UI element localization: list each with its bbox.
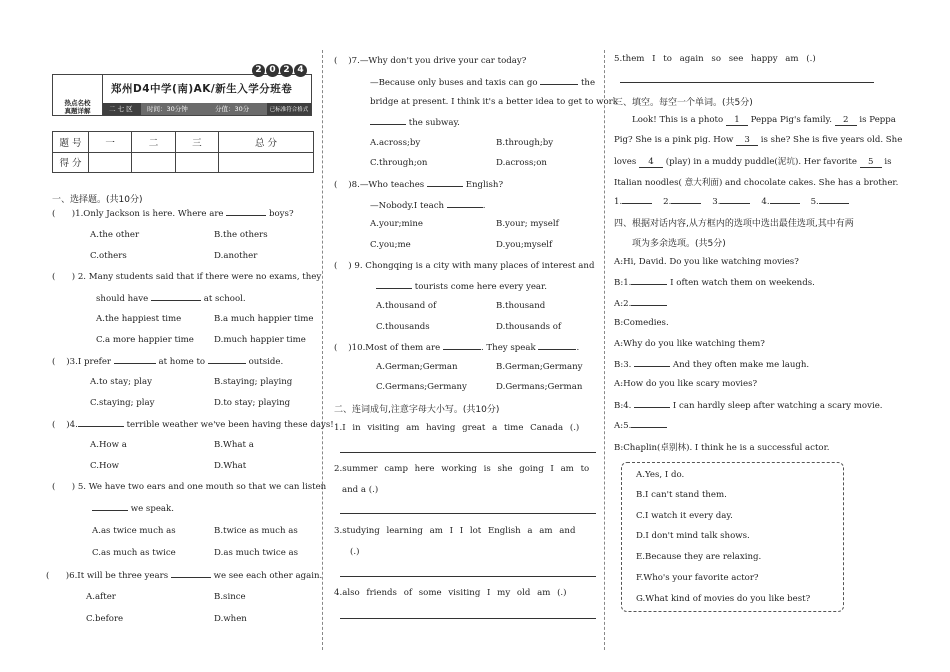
question-2: ( ) 2. Many students said that if there were no exams, they bbox=[52, 272, 322, 282]
q5-stem: ) 5. We have two ears and one mouth so that we can listen bbox=[71, 482, 327, 492]
header-info-band bbox=[103, 103, 311, 115]
cloze-line-3 bbox=[614, 155, 892, 168]
dialogue-blank-5[interactable] bbox=[631, 420, 667, 428]
q7-line2-end: the bbox=[580, 78, 596, 88]
answer-line-2[interactable] bbox=[340, 513, 596, 514]
q7-line4-text: the subway. bbox=[408, 118, 460, 128]
q8-option-b[interactable]: B.your; myself bbox=[496, 219, 559, 229]
sentence-5: 5.them I to again so see happy am (.) bbox=[614, 54, 816, 64]
q8-stem: )8.—Who teaches bbox=[348, 180, 425, 190]
answer-blank-3[interactable] bbox=[720, 196, 750, 204]
cloze-answers bbox=[614, 196, 849, 207]
q9-option-b[interactable]: B.thousand bbox=[496, 301, 546, 311]
section1-title: 一、选择题。(共10分) bbox=[52, 195, 143, 205]
option-g[interactable]: G.What kind of movies do you like best? bbox=[636, 594, 811, 604]
question-10: ( )10.Most of them are . They speak . bbox=[334, 343, 580, 353]
column-divider-left bbox=[322, 50, 323, 650]
q1-blank[interactable] bbox=[226, 208, 266, 216]
q7-option-c[interactable]: C.through;on bbox=[370, 158, 428, 168]
q2-option-d[interactable]: D.much happier time bbox=[214, 335, 306, 345]
q7-line3: bridge at present. I think it's a better idea to get to work bbox=[370, 97, 618, 107]
answer-blank-4[interactable] bbox=[770, 196, 800, 204]
q2-option-a[interactable]: A.the happiest time bbox=[96, 314, 182, 324]
q6-option-a[interactable]: A.after bbox=[86, 592, 116, 602]
q1-stem: )1.Only Jackson is here. Where are bbox=[71, 209, 224, 219]
q3-option-b[interactable]: B.staying; playing bbox=[214, 377, 293, 387]
option-a[interactable]: A.Yes, I do. bbox=[636, 470, 685, 480]
cloze-blank-4[interactable]: 4 bbox=[639, 157, 663, 168]
q7-option-d[interactable]: D.across;on bbox=[496, 158, 547, 168]
q8-line2-text: —Nobody.I teach bbox=[370, 201, 445, 211]
q6-stem-end: we see each other again. bbox=[213, 571, 323, 581]
cloze-line-2 bbox=[614, 135, 902, 146]
q8-option-c[interactable]: C.you;me bbox=[370, 240, 411, 250]
score-table bbox=[52, 131, 314, 173]
section3-title: 三、填空。每空一个单词。(共5分) bbox=[614, 98, 753, 108]
q5-option-a[interactable]: A.as twice much as bbox=[92, 526, 176, 536]
dialogue-8 bbox=[614, 400, 883, 411]
q9-stem: ) 9. Chongqing is a city with many places of interest and bbox=[348, 261, 595, 271]
option-b[interactable]: B.I can't stand them. bbox=[636, 490, 727, 500]
dialogue-blank-4[interactable] bbox=[634, 400, 670, 408]
option-c[interactable]: C.I watch it every day. bbox=[636, 511, 733, 521]
q10-option-d[interactable]: D.Germans;German bbox=[496, 382, 583, 392]
q9-option-a[interactable]: A.thousand of bbox=[376, 301, 437, 311]
score-cell[interactable] bbox=[89, 152, 132, 173]
q3-stem-mid: at home to bbox=[158, 357, 206, 367]
q4-option-b[interactable]: B.What a bbox=[214, 440, 254, 450]
section4-title-1: 四、根据对话内容,从方框内的选项中选出最佳选项,其中有两 bbox=[614, 219, 854, 229]
cloze-text: is Peppa bbox=[859, 115, 896, 125]
answer-line-4[interactable] bbox=[340, 618, 596, 619]
q3-option-d[interactable]: D.to stay; playing bbox=[214, 398, 291, 408]
score-table-header: 三 bbox=[175, 132, 218, 153]
dialogue-speaker: B:1. bbox=[614, 278, 632, 288]
sentence-3-cont: (.) bbox=[350, 547, 360, 557]
district-label: 二 七 区 bbox=[109, 105, 133, 113]
dialogue-speaker: A:5. bbox=[614, 421, 632, 431]
year-digit: 2 bbox=[280, 64, 293, 77]
time-label: 时间：30分钟 bbox=[147, 105, 188, 113]
answer-blank-2[interactable] bbox=[671, 196, 701, 204]
q2-option-c[interactable]: C.a more happier time bbox=[96, 335, 194, 345]
answer-line-1[interactable] bbox=[340, 452, 596, 453]
dialogue-text: And they often make me laugh. bbox=[672, 360, 810, 370]
q8-line2-end: . bbox=[482, 201, 486, 211]
q8-option-d[interactable]: D.you;myself bbox=[496, 240, 553, 250]
q10-stem-end: . bbox=[576, 343, 580, 353]
answer-label: 3. bbox=[712, 197, 721, 207]
cloze-text: Peppa Pig's family. bbox=[750, 115, 832, 125]
q7-line4 bbox=[370, 117, 460, 128]
cloze-text: is she? She is five years old. She bbox=[760, 135, 903, 145]
exam-header bbox=[52, 74, 312, 116]
q8-line2 bbox=[370, 200, 486, 211]
sentence-3: 3.studying learning am I I lot English a am and bbox=[334, 526, 576, 536]
section2-title: 二、连词成句,注意字母大小写。(共10分) bbox=[334, 405, 500, 415]
exam-title: 郑州D4中学(南)AK/新生入学分班卷 bbox=[111, 83, 293, 95]
cloze-line-1 bbox=[632, 115, 896, 126]
cloze-text: is bbox=[884, 157, 892, 167]
q5-option-d[interactable]: D.as much twice as bbox=[214, 548, 299, 558]
q6-stem: )6.It will be three years bbox=[65, 571, 169, 581]
answer-label: 2. bbox=[663, 197, 672, 207]
q10-option-b[interactable]: B.German;Germany bbox=[496, 362, 583, 372]
q6-option-c[interactable]: C.before bbox=[86, 614, 124, 624]
q4-option-a[interactable]: A.How a bbox=[90, 440, 127, 450]
q1-option-c[interactable]: C.others bbox=[90, 251, 127, 261]
sentence-2: 2.summer camp here working is she going I am to bbox=[334, 464, 590, 474]
year-badge bbox=[252, 64, 308, 80]
score-table-header: 一 bbox=[89, 132, 132, 153]
q3-option-c[interactable]: C.staying; play bbox=[90, 398, 155, 408]
question-5: ( ) 5. We have two ears and one mouth so that we can listen bbox=[52, 482, 327, 492]
option-e[interactable]: E.Because they are relaxing. bbox=[636, 552, 762, 562]
year-digit: 4 bbox=[294, 64, 307, 77]
q7-blank-2[interactable] bbox=[370, 117, 406, 125]
q7-line2 bbox=[370, 77, 595, 88]
q8-option-a[interactable]: A.your;mine bbox=[370, 219, 424, 229]
dialogue-blank-3[interactable] bbox=[634, 359, 670, 367]
q2-blank[interactable] bbox=[151, 293, 201, 301]
column-divider-right bbox=[604, 50, 605, 650]
score-table-header: 题 号 bbox=[53, 132, 89, 153]
q3-blank-1[interactable] bbox=[114, 356, 156, 364]
header-tag: 已标准符合格式 bbox=[267, 103, 311, 115]
q3-blank-2[interactable] bbox=[208, 356, 246, 364]
dialogue-5: A:Why do you like watching them? bbox=[614, 339, 765, 349]
q4-blank[interactable] bbox=[78, 419, 124, 427]
q2-stem: ) 2. Many students said that if there were no exams, they bbox=[71, 272, 322, 282]
question-4: ( )4. terrible weather we've been having these days! bbox=[52, 420, 334, 430]
q5-option-b[interactable]: B.twice as much as bbox=[214, 526, 298, 536]
q3-stem: )3.I prefer bbox=[66, 357, 112, 367]
year-digit: 0 bbox=[266, 64, 279, 77]
q8-blank-2[interactable] bbox=[447, 200, 483, 208]
answer-blank-5[interactable] bbox=[819, 196, 849, 204]
dialogue-text: I often watch them on weekends. bbox=[670, 278, 815, 288]
cloze-line-4: Italian noodles( 意大利面) and chocolate cakes. She has a brother. bbox=[614, 178, 899, 188]
q4-option-d[interactable]: D.What bbox=[214, 461, 247, 471]
question-8: ( )8.—Who teaches English? bbox=[334, 180, 504, 190]
option-d[interactable]: D.I don't mind talk shows. bbox=[636, 531, 750, 541]
dialogue-blank-1[interactable] bbox=[631, 277, 667, 285]
score-cell[interactable] bbox=[175, 152, 218, 173]
year-digit: 2 bbox=[252, 64, 265, 77]
option-f[interactable]: F.Who's your favorite actor? bbox=[636, 573, 759, 583]
q3-option-a[interactable]: A.to stay; play bbox=[90, 377, 152, 387]
score-table-header: 二 bbox=[132, 132, 175, 153]
dialogue-speaker: A:2. bbox=[614, 299, 632, 309]
cloze-blank-1[interactable]: 1 bbox=[726, 115, 748, 126]
q10-blank-1[interactable] bbox=[443, 342, 481, 350]
score-table-header: 总 分 bbox=[219, 132, 314, 153]
cloze-text: Look! This is a photo bbox=[632, 115, 724, 125]
q8-stem-end: English? bbox=[465, 180, 504, 190]
dialogue-4: B:Comedies. bbox=[614, 318, 669, 328]
q2-stem2: should have bbox=[96, 294, 149, 304]
q1-stem-end: boys? bbox=[269, 209, 294, 219]
q3-stem-end: outside. bbox=[248, 357, 284, 367]
q7-stem: )7.—Why don't you drive your car today? bbox=[348, 56, 527, 66]
q7-option-b[interactable]: B.through;by bbox=[496, 138, 554, 148]
badge-line2: 真题详解 bbox=[64, 107, 91, 115]
q10-option-c[interactable]: C.Germans;Germany bbox=[376, 382, 467, 392]
q6-option-d[interactable]: D.when bbox=[214, 614, 247, 624]
dialogue-text: I can hardly sleep after watching a scary movie. bbox=[672, 401, 883, 411]
answer-label: 4. bbox=[761, 197, 770, 207]
q5-option-c[interactable]: C.as much as twice bbox=[92, 548, 176, 558]
cloze-text: loves bbox=[614, 157, 637, 167]
q10-option-a[interactable]: A.German;German bbox=[376, 362, 458, 372]
q7-line2-text: —Because only buses and taxis can go bbox=[370, 78, 538, 88]
q2-stem-line2 bbox=[96, 293, 246, 304]
dialogue-9 bbox=[614, 420, 667, 431]
q5-blank[interactable] bbox=[92, 503, 128, 511]
dialogue-6 bbox=[614, 359, 809, 370]
question-1: ( )1.Only Jackson is here. Where are boys? bbox=[52, 209, 294, 219]
q7-blank-1[interactable] bbox=[540, 77, 578, 85]
cloze-text: Pig? She is a pink pig. How bbox=[614, 135, 734, 145]
answer-label: 1. bbox=[614, 197, 623, 207]
answer-blank-1[interactable] bbox=[622, 196, 652, 204]
q9-blank[interactable] bbox=[376, 281, 412, 289]
q4-stem: )4. bbox=[66, 420, 78, 430]
dialogue-speaker: B:4. bbox=[614, 401, 632, 411]
score-cell[interactable] bbox=[219, 152, 314, 173]
q5-stem2: we speak. bbox=[130, 504, 174, 514]
question-6: ( )6.It will be three years we see each other again. bbox=[46, 571, 323, 581]
q4-stem-end: terrible weather we've been having these days! bbox=[126, 420, 334, 430]
cloze-text: (play) in a muddy puddle(泥坑). Her favorite bbox=[665, 157, 857, 167]
q2-stem2-end: at school. bbox=[203, 294, 246, 304]
q9-line2-text: tourists come here every year. bbox=[414, 282, 547, 292]
cloze-blank-5[interactable]: 5 bbox=[860, 157, 882, 168]
q10-stem: )10.Most of them are bbox=[348, 343, 441, 353]
sentence-1: 1.I in visiting am having great a time Canada (.) bbox=[334, 423, 580, 433]
answer-label: 5. bbox=[810, 197, 819, 207]
dialogue-speaker: B:3. bbox=[614, 360, 632, 370]
cloze-blank-2[interactable]: 2 bbox=[835, 115, 857, 126]
question-7: ( )7.—Why don't you drive your car today? bbox=[334, 56, 527, 66]
dialogue-1: A:Hi, David. Do you like watching movies? bbox=[614, 257, 799, 267]
answer-line-5[interactable] bbox=[620, 82, 874, 83]
q1-option-b[interactable]: B.the others bbox=[214, 230, 268, 240]
score-cell[interactable] bbox=[132, 152, 175, 173]
section4-title-2: 项为多余选项。(共5分) bbox=[632, 239, 726, 249]
q8-blank-1[interactable] bbox=[427, 179, 463, 187]
q10-blank-2[interactable] bbox=[538, 342, 576, 350]
dialogue-10: B:Chaplin(卓别林). I think he is a successful actor. bbox=[614, 443, 830, 453]
answer-line-3[interactable] bbox=[340, 576, 596, 577]
dialogue-2 bbox=[614, 277, 815, 288]
dialogue-blank-2[interactable] bbox=[631, 298, 667, 306]
q5-stem-line2 bbox=[92, 503, 174, 514]
dialogue-3 bbox=[614, 298, 667, 309]
score-label: 分值：30分 bbox=[215, 105, 250, 113]
q10-stem-mid: . They speak bbox=[480, 343, 536, 353]
sentence-4: 4.also friends of some visiting I my old am (.) bbox=[334, 588, 567, 598]
q6-blank[interactable] bbox=[171, 570, 211, 578]
q1-option-a[interactable]: A.the other bbox=[90, 230, 140, 240]
q9-line2 bbox=[376, 281, 547, 292]
header-badge bbox=[53, 75, 103, 116]
q2-option-b[interactable]: B.a much happier time bbox=[214, 314, 314, 324]
question-9: ( ) 9. Chongqing is a city with many places of interest and bbox=[334, 261, 595, 271]
question-3: ( )3.I prefer at home to outside. bbox=[52, 357, 284, 367]
q9-option-d[interactable]: D.thousands of bbox=[496, 322, 562, 332]
badge-line1: 热点名校 bbox=[64, 99, 91, 107]
q9-option-c[interactable]: C.thousands bbox=[376, 322, 430, 332]
score-table-label: 得 分 bbox=[53, 152, 89, 173]
q4-option-c[interactable]: C.How bbox=[90, 461, 120, 471]
cloze-blank-3[interactable]: 3 bbox=[736, 135, 758, 146]
q6-option-b[interactable]: B.since bbox=[214, 592, 246, 602]
sentence-2-cont: and a (.) bbox=[342, 485, 379, 495]
q1-option-d[interactable]: D.another bbox=[214, 251, 258, 261]
q7-option-a[interactable]: A.across;by bbox=[370, 138, 421, 148]
dialogue-7: A:How do you like scary movies? bbox=[614, 379, 758, 389]
